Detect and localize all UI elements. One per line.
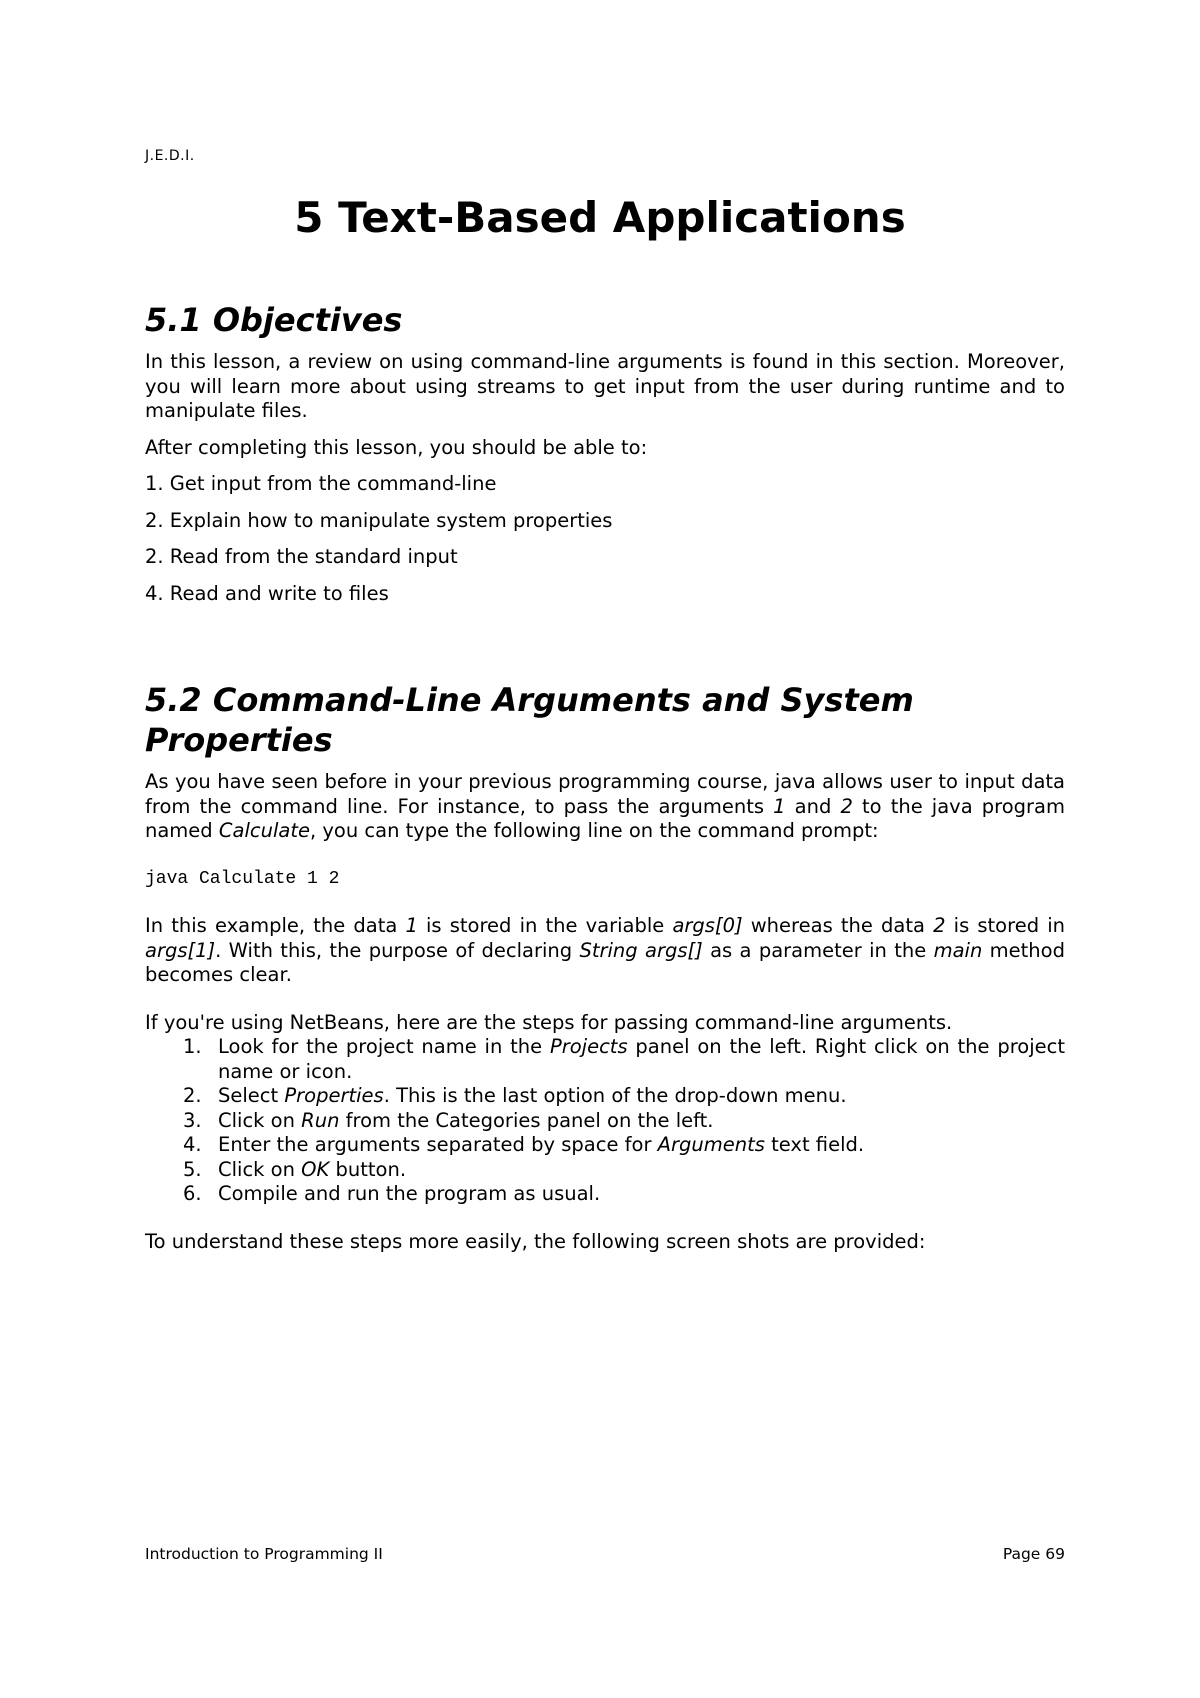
section-heading-line2: Properties: [145, 721, 333, 759]
screenshots-intro-paragraph: To understand these steps more easily, the following screen shots are provided:: [145, 1229, 926, 1253]
objectives-lead-in: After completing this lesson, you should be able to:: [145, 435, 648, 459]
section-heading-objectives: 5.1 Objectives: [145, 301, 403, 339]
step-item: 1. Look for the project name in the Projects panel on the left. Right click on the project name or icon.: [183, 1035, 1065, 1083]
footer-page-number: Page 69: [1002, 1545, 1065, 1563]
section-heading-command-line: [145, 680, 1065, 760]
objective-item: 1. Get input from the command-line: [145, 472, 497, 495]
section-heading-line1: 5.2 Command-Line Arguments and System: [145, 681, 914, 719]
netbeans-steps-list: [145, 1035, 1065, 1207]
objective-item: 2. Read from the standard input: [145, 545, 458, 568]
step-item: 5. Click on OK button.: [183, 1157, 407, 1181]
code-example: java Calculate 1 2: [145, 868, 340, 889]
step-item: 2. Select Properties. This is the last option of the drop-down menu.: [183, 1084, 847, 1107]
step-item: 3. Click on Run from the Categories panel on the left.: [183, 1108, 714, 1132]
chapter-title: 5 Text-Based Applications: [294, 193, 906, 242]
step-item: 6. Compile and run the program as usual.: [183, 1182, 601, 1205]
objectives-intro-paragraph: In this lesson, a review on using command-line arguments is found in this section. Moreover, you will learn more about using streams to get input from the user during runtime and to manipulate files.: [145, 350, 1065, 422]
netbeans-steps-intro: If you're using NetBeans, here are the steps for passing command-line arguments.: [145, 1010, 953, 1034]
command-line-intro-paragraph: As you have seen before in your previous programming course, java allows user to input data from the command line. For instance, to pass the arguments 1 and 2 to the java program named Calculate, you can type the following line on the command prompt:: [145, 770, 1065, 842]
args-explanation-paragraph: In this example, the data 1 is stored in the variable args[0] whereas the data 2 is stored in args[1]. With this, the purpose of declaring String args[] as a parameter in the main method becomes clear.: [145, 914, 1065, 986]
step-item: 4. Enter the arguments separated by space for Arguments text field.: [183, 1133, 865, 1156]
footer-course-title: Introduction to Programming II: [145, 1545, 383, 1563]
objective-item: 2. Explain how to manipulate system properties: [145, 508, 613, 532]
objective-item: 4. Read and write to files: [145, 581, 389, 605]
page-content: [145, 300, 1065, 1254]
running-header: J.E.D.I.: [145, 148, 195, 164]
